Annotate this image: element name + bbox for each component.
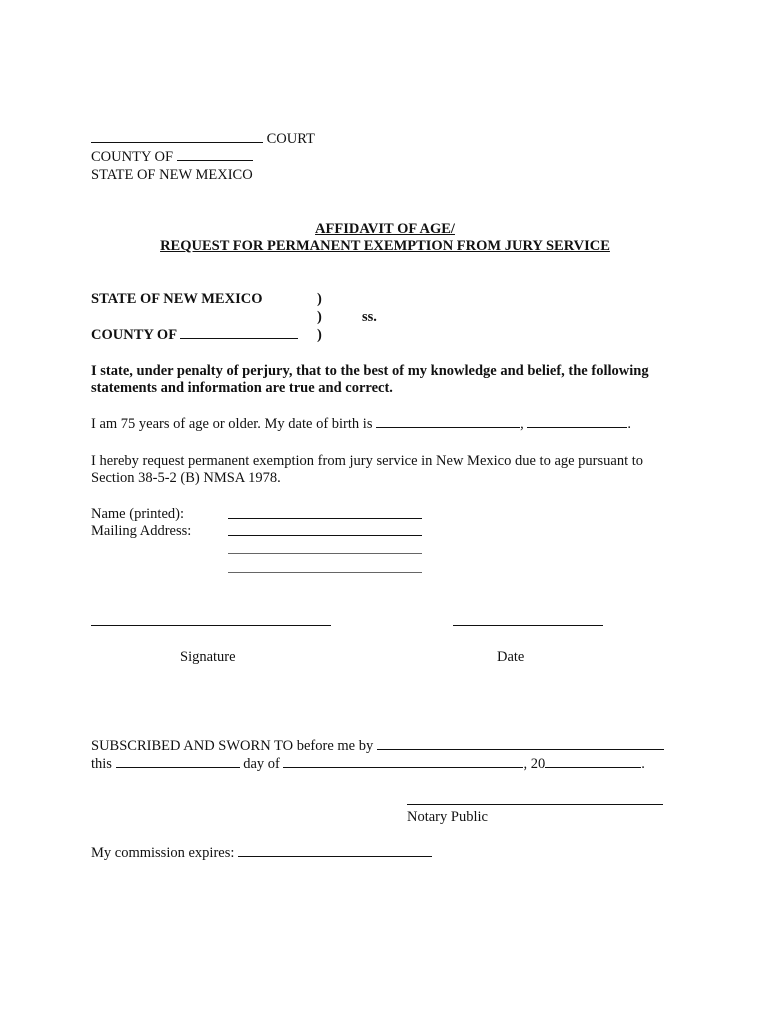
county-name-blank[interactable] [177,148,253,161]
day-blank[interactable] [116,755,240,768]
venue-paren-2: ) [317,309,322,325]
sworn-line [91,737,664,755]
year-period: . [641,756,645,772]
sworn-prefix: SUBSCRIBED AND SWORN TO before me by [91,738,374,754]
venue-paren-3: ) [317,327,322,343]
oath-line-1: I state, under penalty of perjury, that to the best of my knowledge and belief, the following [91,363,649,379]
this-label: this [91,756,112,772]
court-line [91,130,315,148]
address-blank-3[interactable] [228,572,422,573]
address-blank-1[interactable] [228,535,422,536]
county-label: COUNTY OF [91,149,174,165]
venue-county-label: COUNTY OF [91,327,177,343]
venue-ss: ss. [362,309,377,325]
day-of-label: day of [243,756,280,772]
court-label: COURT [266,131,315,147]
address-blank-2[interactable] [228,553,422,554]
request-line-1: I hereby request permanent exemption from jury service in New Mexico due to age pursuant to [91,453,644,469]
date-label: Date [497,649,525,665]
state-line: STATE OF NEW MEXICO [91,167,253,183]
title-line-2: REQUEST FOR PERMANENT EXEMPTION FROM JURY SERVICE [160,238,610,254]
court-name-blank[interactable] [91,130,263,143]
date-blank[interactable] [453,625,603,626]
year-blank[interactable] [545,755,641,768]
venue-paren-1: ) [317,291,322,307]
notary-signature-blank[interactable] [407,804,663,805]
signature-blank[interactable] [91,625,331,626]
commission-line [91,844,432,862]
sworn-by-blank[interactable] [377,737,664,750]
birth-year-blank[interactable] [527,415,627,428]
birth-comma: , [520,416,524,432]
month-blank[interactable] [283,755,523,768]
age-statement-line [91,415,631,433]
commission-blank[interactable] [238,844,432,857]
request-line-2: Section 38-5-2 (B) NMSA 1978. [91,470,281,486]
age-statement: I am 75 years of age or older. My date of birth is [91,416,373,432]
county-line [91,148,253,166]
year-prefix: , 20 [523,756,546,772]
name-blank[interactable] [228,518,422,519]
venue-county-blank[interactable] [180,326,298,339]
this-day-line [91,755,645,773]
oath-line-2: statements and information are true and correct. [91,380,393,396]
venue-state: STATE OF NEW MEXICO [91,291,263,307]
signature-label: Signature [180,649,236,665]
commission-label: My commission expires: [91,845,235,861]
birth-period: . [627,416,631,432]
address-label: Mailing Address: [91,523,192,539]
venue-county-line [91,326,298,344]
notary-label: Notary Public [407,809,488,825]
birth-date-blank[interactable] [376,415,520,428]
name-label: Name (printed): [91,506,185,522]
title-line-1: AFFIDAVIT OF AGE/ [315,221,455,237]
